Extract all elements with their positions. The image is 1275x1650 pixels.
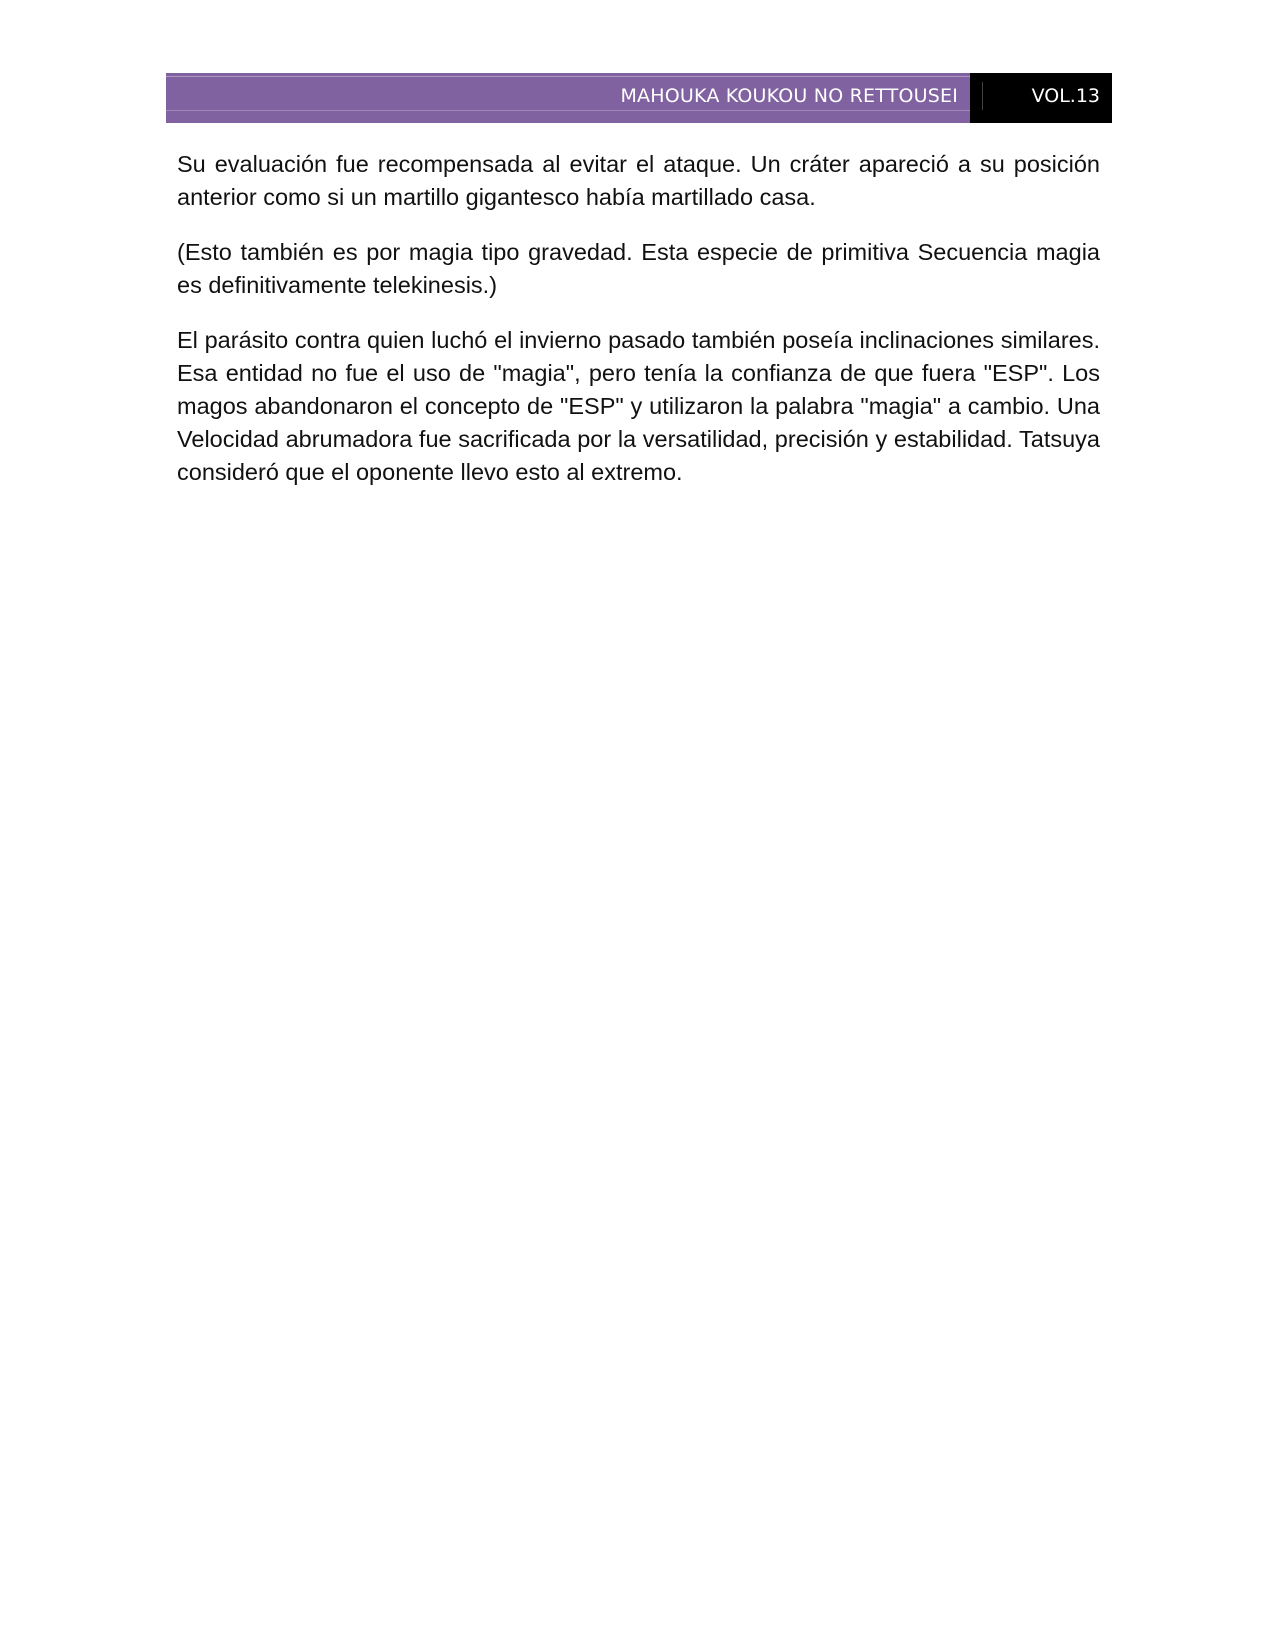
volume-label: VOL.13 <box>1031 85 1100 107</box>
body-paragraph: (Esto también es por magia tipo gravedad. Esta especie de primitiva Secuencia magia es definitivamente telekinesis.) <box>177 239 1100 298</box>
header-title-bar <box>166 73 970 123</box>
body-paragraph: Su evaluación fue recompensada al evitar el ataque. Un cráter apareció a su posición anterior como si un martillo gigantesco había martillado casa. <box>177 151 1100 210</box>
header-volume-box <box>970 73 1112 123</box>
book-title: MAHOUKA KOUKOU NO RETTOUSEI <box>620 85 958 107</box>
page-body <box>177 148 1100 511</box>
body-paragraph: El parásito contra quien luchó el invierno pasado también poseía inclinaciones similares. Esa entidad no fue el uso de "magia", pero tenía la confianza de que fuera "ESP". Los magos abandonaron el concepto de "ESP" y utilizaron la palabra "magia" a cambio. Una Velocidad abrumadora fue sacrificada por la versatilidad, precisión y estabilidad. Tatsuya consideró que el oponente llevo esto al extremo. <box>177 327 1100 485</box>
page-header <box>166 73 1112 123</box>
